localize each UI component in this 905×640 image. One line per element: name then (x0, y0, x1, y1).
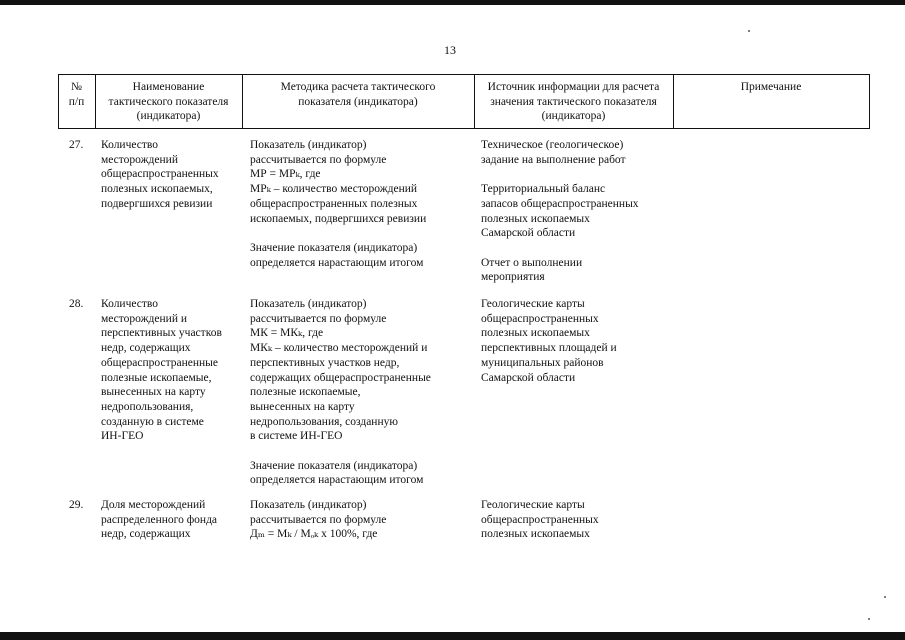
indicator-name-cell: Количество месторождений и перспективных участков недр, содержащих общераспространенные полезные ископаемые, вынесенных на карту недропользования, созданную в системе ИН-ГЕО (101, 298, 222, 443)
information-source-cell: Геологические карты общераспространенных полезных ископаемых перспективных площадей и муниципальных районов Самарской области (481, 298, 617, 384)
information-source-cell: Техническое (геологическое) задание на выполнение работ Территориальный баланс запасов общераспространенных полезных ископаемых Самарской области Отчет о выполнении мероприятия (481, 139, 639, 284)
header-calculation-method: Методика расчета тактического показателя (индикатора) (280, 81, 436, 108)
calculation-method-cell: Показатель (индикатор) рассчитывается по формуле Дₘ = Мₖ / Мₒₖ x 100%, где (250, 499, 387, 541)
column-divider (869, 74, 870, 128)
table-top-rule (58, 74, 870, 75)
header-number: № п/п (68, 81, 85, 108)
scan-speck (748, 30, 750, 32)
indicator-name-cell: Доля месторождений распределенного фонда недр, содержащих (101, 499, 218, 541)
header-note: Примечание (740, 81, 802, 93)
row-number: 27. (69, 139, 84, 151)
indicator-name-cell: Количество месторождений общераспространенных полезных ископаемых, подвергшихся ревизии (101, 139, 219, 210)
information-source-cell: Геологические карты общераспространенных полезных ископаемых (481, 499, 599, 541)
calculation-method-cell: Показатель (индикатор) рассчитывается по формуле МР = МРₖ, где МРₖ – количество месторождений общераспространенных полезных ископаемых, подвергшихся ревизии Значение показателя (индикатора) определяется нарастающим итогом (250, 139, 427, 269)
page-number: 13 (444, 43, 456, 57)
scan-speck (884, 596, 886, 598)
row-number: 28. (69, 298, 84, 310)
header-indicator-name: Наименование тактического показателя (индикатора) (108, 81, 229, 123)
calculation-method-cell: Показатель (индикатор) рассчитывается по формуле МК = МКₖ, где МКₖ – количество месторождений и перспективных участков недр, содержащих общераспространенные полезные ископаемые, вынесенных на карту недропользования, созданную в системе ИН-ГЕО Значение показателя (индикатора) определяется нарастающим итогом (250, 298, 431, 487)
scan-speck (868, 618, 870, 620)
header-bottom-rule (58, 128, 870, 129)
bottom-border (0, 632, 905, 640)
row-number: 29. (69, 499, 84, 511)
header-information-source: Источник информации для расчета значения тактического показателя (индикатора) (487, 81, 660, 123)
top-border (0, 0, 905, 5)
